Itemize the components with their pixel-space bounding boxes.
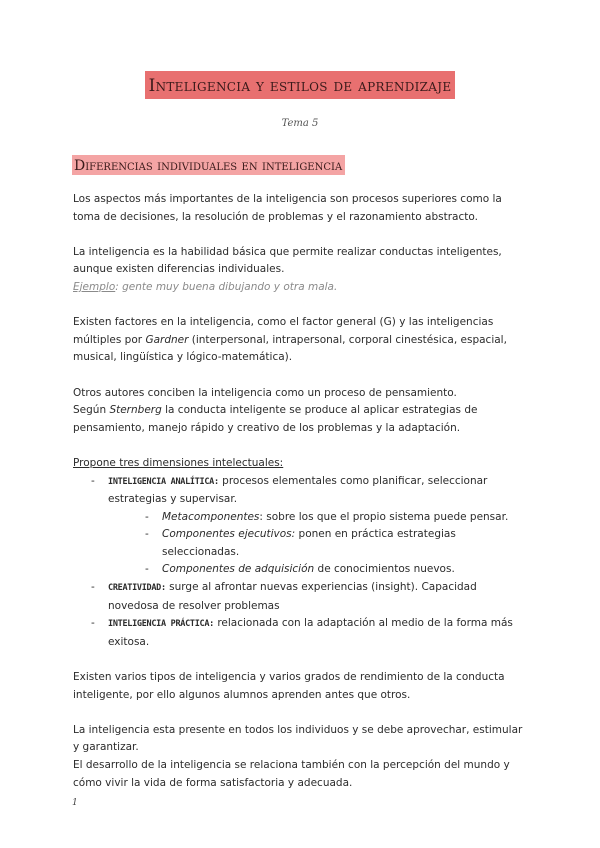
dimension-text: procesos elementales como planificar, seleccionar estrategias y supervisar. — [108, 474, 488, 506]
list-item — [108, 615, 528, 651]
dimension-keyword: INTELIGENCIA PRÁCTICA: — [108, 619, 214, 630]
gardner-name: Gardner — [145, 333, 189, 346]
paragraph-5-part-a: Según — [73, 404, 110, 417]
sub-list-item — [162, 509, 528, 527]
paragraph-6: Existen varios tipos de inteligencia y varios grados de rendimiento de la conducta inteligente, por ello algunos alumnos aprenden antes que otros. — [73, 671, 505, 701]
section-heading: Diferencias individuales en inteligencia — [72, 155, 345, 175]
paragraph-2: La inteligencia es la habilidad básica que permite realizar conductas inteligentes, aunque existen diferencias individuales. — [73, 245, 502, 276]
sub-list-item — [162, 526, 528, 561]
sub-term: Metacomponentes — [162, 510, 260, 523]
paragraph-4: Otros autores conciben la inteligencia como un proceso de pensamiento. — [73, 386, 457, 399]
paragraph-5-part-b: la conducta inteligente se produce al aplicar estrategias de pensamiento, manejo rápido y creativo de los problemas y la adaptación. — [73, 404, 478, 434]
example-line — [73, 279, 528, 297]
paragraph-3-part-a: Existen factores en la inteligencia, como el factor general (G) y las inteligencias múltiples por — [73, 316, 494, 346]
dimension-text: relacionada con la adaptación al medio de la forma más exitosa. — [108, 617, 513, 648]
paragraph-1: Los aspectos más importantes de la inteligencia son procesos superiores como la toma de decisiones, la resolución de problemas y el razonamiento abstracto. — [73, 193, 502, 223]
sub-list-item — [162, 561, 528, 579]
paragraph-8: El desarrollo de la inteligencia se relaciona también con la percepción del mundo y cómo vivir la vida de forma satisfactoria y adecuada. — [73, 759, 510, 789]
sub-text: : sobre los que el propio sistema puede pensar. — [259, 510, 509, 523]
paragraph-5 — [73, 402, 528, 437]
document-body — [73, 191, 528, 792]
page-title: Inteligencia y estilos de aprendizaje — [145, 71, 456, 99]
sub-term: Componentes ejecutivos: — [162, 528, 296, 541]
dimension-keyword: CREATIVIDAD: — [108, 583, 166, 594]
list-item — [108, 579, 528, 615]
sub-list — [108, 509, 528, 579]
sub-text: de conocimientos nuevos. — [314, 563, 455, 576]
dimensions-list — [73, 473, 528, 652]
title-container — [0, 71, 600, 99]
list-intro: Propone tres dimensiones intelectuales: — [73, 456, 284, 469]
example-label: Ejemplo — [73, 280, 116, 293]
list-item — [108, 473, 528, 580]
page-number: 1 — [72, 798, 78, 808]
subtitle: Tema 5 — [281, 118, 319, 129]
sub-term: Componentes de adquisición — [162, 563, 315, 576]
sub-text: ponen en práctica estrategias seleccionadas. — [162, 528, 456, 558]
example-text: : gente muy buena dibujando y otra mala. — [115, 280, 338, 293]
paragraph-7: La inteligencia esta presente en todos los individuos y se debe aprovechar, estimular y garantizar. — [73, 723, 523, 754]
dimension-keyword: INTELIGENCIA ANALÍTICA: — [108, 476, 219, 487]
paragraph-3-part-b: (interpersonal, intrapersonal, corporal cinestésica, espacial, musical, lingüística y lógico-matemática). — [73, 333, 507, 364]
paragraph-3 — [73, 314, 528, 367]
dimension-text: surge al afrontar nuevas experiencias (insight). Capacidad novedosa de resolver problemas — [108, 581, 477, 612]
sternberg-name: Sternberg — [109, 404, 162, 417]
